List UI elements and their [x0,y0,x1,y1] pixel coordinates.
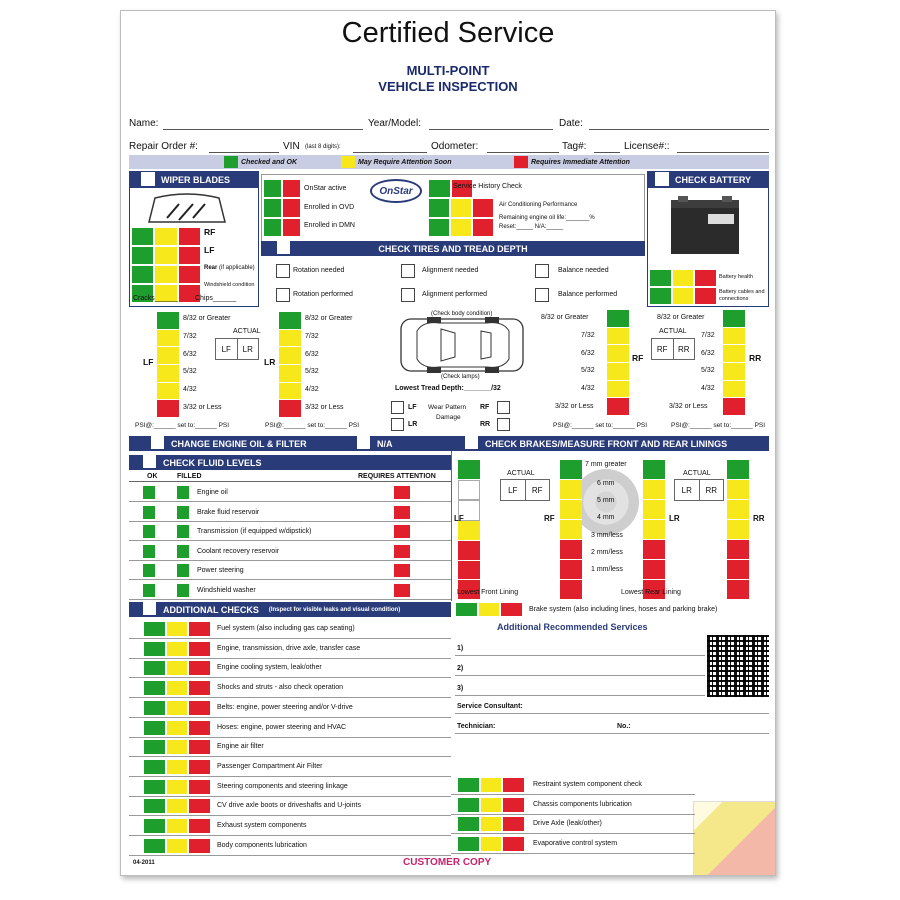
additional-check-row[interactable] [143,739,211,755]
tread-rr-d4: 4/32 [701,385,715,392]
tread-rr-d0: 8/32 or Greater [657,314,705,321]
vin-line[interactable] [353,152,427,153]
additional-check-label: Exhaust system components [217,822,307,829]
additional-note: (Inspect for visible leaks and visual condition) [268,606,401,613]
inspection-form-sheet [120,10,776,876]
additional-row-divider [129,717,451,718]
brake-lr-scale[interactable] [643,460,665,600]
wear-pattern: Wear Pattern [428,404,467,411]
tread-rf-scale[interactable] [607,310,629,416]
lowest-front: Lowest Front Lining [457,589,519,596]
balance-needed: Balance needed [558,267,609,274]
brakes-header [451,436,769,451]
onstar-rows [263,179,301,237]
wiper-title: WIPER BLADES [161,174,231,185]
rotation-needed-box[interactable] [276,264,290,278]
onstar-ovd: Enrolled in OVD [304,204,355,211]
wiper-lf: LF [204,245,215,255]
additional-check-row[interactable] [143,660,211,676]
additional-row-divider [129,855,451,856]
lowest-tread: Lowest Tread Depth:_______/32 [395,385,501,392]
legend-yellow-swatch [341,156,355,168]
tread-lr-d0: 8/32 or Greater [305,315,353,322]
brake-lf-label: LF [454,514,464,523]
tires-checkbox[interactable] [277,241,290,254]
oil-life: Remaining engine oil life:_______% [499,215,595,221]
alignment-performed: Alignment performed [422,291,487,298]
wear-rf: RF [480,404,490,411]
wiper-rf: RF [204,227,216,237]
rec-line-1: 1) [457,645,464,652]
brake-actual-right: ACTUAL [683,470,711,477]
tread-actual-left: ACTUAL [233,328,261,335]
tread-lf-label: LF [143,357,154,367]
alignment-needed: Alignment needed [422,267,479,274]
fluid-attention-box[interactable] [394,506,410,519]
wiper-cracks: Cracks______ [133,295,179,302]
additional-check-row[interactable] [143,621,211,637]
additional-checkbox[interactable] [143,602,156,615]
vin-label: VIN [283,141,300,152]
brake-actual-rr: RR [705,485,718,495]
tires-header [261,241,645,256]
fluid-row-divider [129,501,451,502]
additional-check-row[interactable] [143,641,211,657]
odometer-line[interactable] [487,152,559,153]
tires-title: CHECK TIRES AND TREAD DEPTH [378,243,528,254]
additional-check-label: Shocks and struts - also check operation [217,684,344,692]
technician-rule[interactable] [455,733,769,734]
brake-lf-scale[interactable] [458,460,480,600]
wiper-windshield: Windshield condition [204,282,255,288]
additional-header [129,602,451,617]
brakes-checkbox[interactable] [465,436,478,449]
wear-rf-box[interactable] [497,401,510,414]
tread-lf-d4: 4/32 [183,386,197,393]
right-check-row[interactable] [457,777,525,793]
tread-lr-scale[interactable] [279,312,301,418]
date-label: Date: [559,118,583,129]
onstar-logo: OnStar [370,179,422,203]
battery-title: CHECK BATTERY [675,174,751,185]
additional-check-label: Hoses: engine, power steering and HVAC [217,723,347,731]
actual-rf: RF [652,339,674,359]
fluid-ok-box[interactable] [143,584,155,597]
additional-check-label: Engine, transmission, drive axle, transfer case [217,644,361,652]
rec-line-3-rule[interactable] [455,695,705,696]
tread-lr-d1: 7/32 [305,333,319,340]
form-subtitle-1: MULTI-POINT [406,63,490,78]
fluid-item-label: Coolant recovery reservoir [197,547,280,555]
rec-line-2-rule[interactable] [455,675,705,676]
fluid-filled-box[interactable] [177,584,189,597]
fluid-ok-box[interactable] [143,564,155,577]
additional-row-divider [129,776,451,777]
fluid-filled-box[interactable] [177,564,189,577]
service-history: Service History Check [453,183,522,190]
oil-checkbox[interactable] [151,436,164,449]
rotation-performed-box[interactable] [276,288,290,302]
battery-cables: Battery cables and connections [719,289,765,302]
tread-lf-d3: 5/32 [183,368,197,375]
tag-line[interactable] [594,152,620,153]
brake-actual-lr: LR [675,480,700,500]
odometer-label: Odometer: [431,141,479,152]
actual-lf: LF [216,339,238,359]
wiper-row[interactable] [131,246,201,265]
legend-red-swatch [514,156,528,168]
wiper-rear: Rear [204,265,218,271]
additional-check-label: Belts: engine, power steering and/or V-drive [217,703,353,711]
brakes-title: CHECK BRAKES/MEASURE FRONT AND REAR LININGS [485,438,728,449]
carbon-copy-corner [693,801,776,876]
balance-needed-box[interactable] [535,264,549,278]
name-line[interactable] [163,129,363,130]
fluids-title: CHECK FLUID LEVELS [163,457,262,468]
wiper-row[interactable] [131,265,201,284]
fluids-checkbox[interactable] [143,455,156,468]
brake-m1: 6 mm [597,480,615,487]
wear-lf-box[interactable] [391,401,404,414]
additional-check-label: Fuel system (also including gas cap seating) [217,625,355,632]
tread-rf-d1: 7/32 [581,332,595,339]
fluid-row-divider [129,599,451,600]
fluid-item-label: Engine oil [197,489,228,496]
fluid-attention-box[interactable] [394,525,410,538]
tread-rf-d2: 6/32 [581,350,595,357]
body-condition: (Check body condition) [431,311,493,317]
tread-lf-d0: 8/32 or Greater [183,315,231,322]
fluids-requires-col: REQUIRES ATTENTION [358,473,436,480]
legend-ok: Checked and OK [241,159,298,166]
additional-check-row[interactable] [143,838,211,854]
brake-m2: 5 mm [597,497,615,504]
tread-lf-d1: 7/32 [183,333,197,340]
brake-actual-box-left[interactable] [500,479,550,501]
lowest-rear: Lowest Rear Lining [621,589,681,596]
right-check-label: Evaporative control system [533,840,618,848]
fluid-ok-box[interactable] [143,506,155,519]
additional-check-row[interactable] [143,818,211,834]
car-diagram-icon [399,317,525,373]
service-consultant: Service Consultant: [457,703,523,710]
additional-check-row[interactable] [143,720,211,736]
recommended-title: Additional Recommended Services [497,622,648,632]
tread-rf-psi: PSI@:______ set to:______ PSI [553,422,648,429]
brake-actual-box-right[interactable] [674,479,724,501]
brake-m4: 3 mm/less [591,532,623,539]
additional-check-row[interactable] [143,700,211,716]
brake-actual-rf: RF [531,485,543,495]
tread-rr-scale[interactable] [723,310,745,416]
brake-rf-scale[interactable] [560,460,582,600]
alignment-performed-box[interactable] [401,288,415,302]
additional-row-divider [129,835,451,836]
right-check-row[interactable] [457,836,525,852]
oil-header [129,436,451,451]
fluid-item-label: Brake fluid reservoir [197,508,260,516]
form-number: 04-2011 [133,860,155,866]
wear-lf: LF [408,404,417,411]
additional-check-row[interactable] [143,680,211,696]
fluids-filled-col: FILLED [177,473,202,480]
battery-row[interactable] [649,269,717,287]
tread-lr-label: LR [264,357,276,367]
additional-check-row[interactable] [143,798,211,814]
brake-m3: 4 mm [597,514,615,521]
tread-rr-psi: PSI@:______ set to:______ PSI [671,422,766,429]
rotation-needed: Rotation needed [293,267,345,274]
ac-performance: Air Conditioning Performance [499,202,578,208]
battery-row[interactable] [649,287,717,305]
right-row-divider [451,853,695,854]
tread-lr-psi: PSI@:______ set to:______ PSI [265,422,360,429]
additional-row-divider [129,796,451,797]
additional-row-divider [129,658,451,659]
fluid-filled-box[interactable] [177,525,189,538]
wiper-rows [131,227,201,303]
fluid-ok-box[interactable] [143,545,155,558]
legend-immediate: Requires Immediate Attention [531,159,630,166]
check-lamps: (Check lamps) [441,374,480,380]
date-line[interactable] [589,129,769,130]
battery-health: Battery health [719,274,753,280]
tread-actual-box-left[interactable] [215,338,259,360]
legend-green-swatch [224,156,238,168]
tread-rr-d5: 3/32 or Less [669,403,708,410]
tread-rr-d3: 5/32 [701,367,715,374]
qr-code-icon [707,635,769,697]
right-row-divider [451,814,695,815]
additional-check-label: Passenger Compartment Air Filter [217,762,323,770]
rec-line-3: 3) [457,685,464,692]
wiper-chips: Chips______ [195,295,237,302]
alignment-needed-box[interactable] [401,264,415,278]
additional-row-divider [129,677,451,678]
additional-row-divider [129,756,451,757]
fluid-filled-box[interactable] [177,545,189,558]
right-row-divider [451,833,695,834]
fluid-row-divider [129,521,451,522]
onstar-active: OnStar active [304,185,347,192]
rec-line-1-rule[interactable] [455,655,705,656]
tread-lf-psi: PSI@:______ set to:______ PSI [135,422,230,429]
brake-system-row[interactable] [455,602,523,617]
additional-row-divider [129,815,451,816]
fluid-ok-box[interactable] [143,486,155,499]
license-line[interactable] [677,152,769,153]
tread-actual-box-right[interactable] [651,338,695,360]
brake-m6: 1 mm/less [591,566,623,573]
tread-rf-d5: 3/32 or Less [555,403,594,410]
brake-system-label: Brake system (also including lines, hoses and parking brake) [529,606,718,613]
customer-copy: CUSTOMER COPY [403,857,492,868]
tread-lr-d4: 4/32 [305,386,319,393]
fluid-filled-box[interactable] [177,506,189,519]
rotation-performed: Rotation performed [293,291,353,298]
fluid-item-label: Windshield washer [197,587,256,594]
fluids-header [129,455,451,470]
year-model-line[interactable] [429,129,553,130]
wear-lr: LR [408,421,418,428]
brake-lr-label: LR [669,514,680,523]
damage: Damage [436,414,461,421]
brake-rr-scale[interactable] [727,460,749,600]
fluid-row-divider [129,560,451,561]
license-label: License#:: [624,141,670,152]
legend-attention: May Require Attention Soon [358,159,452,166]
additional-check-label: CV drive axle boots or driveshafts and U-joints [217,802,361,810]
consultant-rule[interactable] [455,713,769,714]
brake-rf-label: RF [544,514,555,523]
tread-actual-right: ACTUAL [659,328,687,335]
tread-lr-d3: 5/32 [305,368,319,375]
right-row-divider [451,794,695,795]
brake-rr-label: RR [753,514,765,523]
oil-reset: Reset:_____ N/A:_____ [499,224,564,230]
tread-rf-d0: 8/32 or Greater [541,314,589,321]
vin-note: (last 8 digits): [305,144,341,150]
brake-m0: 7 mm greater [585,461,627,468]
name-label: Name: [129,118,159,129]
fluid-attention-box[interactable] [394,486,410,499]
brake-m5: 2 mm/less [591,549,623,556]
battery-icon [668,194,742,258]
tread-rr-label: RR [749,353,762,363]
tread-rf-d3: 5/32 [581,367,595,374]
technician: Technician: [457,723,496,730]
fluid-item-label: Transmission (if equipped w/dipstick) [197,528,312,536]
fluids-ok-col: OK [147,473,158,480]
battery-rows [649,269,717,305]
repair-order-label: Repair Order #: [129,141,198,152]
wiper-checkbox[interactable] [141,172,155,186]
rec-line-2: 2) [457,665,464,672]
form-title: Certified Service [341,17,555,49]
actual-lr: LR [242,344,253,354]
tread-lf-d2: 6/32 [183,351,197,358]
additional-check-label: Engine air filter [217,743,264,751]
actual-rr: RR [677,344,690,354]
battery-checkbox[interactable] [655,172,669,186]
additional-check-label: Steering components and steering linkage [217,782,348,790]
tread-lr-d5: 3/32 or Less [305,404,344,411]
right-check-row[interactable] [457,797,525,813]
additional-row-divider [129,737,451,738]
onstar-dmn: Enrolled in DMN [304,222,355,229]
oil-na-checkbox[interactable] [357,436,370,449]
oil-na: N/A [377,439,393,449]
fluid-attention-box[interactable] [394,584,410,597]
tag-label: Tag#: [562,141,587,152]
form-subtitle-2: VEHICLE INSPECTION [378,79,518,94]
tread-lf-scale[interactable] [157,312,179,418]
tread-lr-d2: 6/32 [305,351,319,358]
additional-row-divider [129,638,451,639]
wiper-header [129,171,259,188]
oil-title: CHANGE ENGINE OIL & FILTER [171,438,307,449]
right-check-label: Chassis components lubrication [533,800,632,808]
brake-actual-left: ACTUAL [507,470,535,477]
additional-check-row[interactable] [143,779,211,795]
additional-check-label: Body components lubrication [217,841,307,849]
brake-divider [451,451,452,601]
fluid-row-divider [129,540,451,541]
brake-actual-lf: LF [501,480,526,500]
right-check-label: Restraint system component check [533,781,642,788]
tread-rr-d1: 7/32 [701,332,715,339]
balance-performed: Balance performed [558,291,618,298]
battery-header [647,171,769,188]
wear-rr-box[interactable] [497,418,510,431]
wear-lr-box[interactable] [391,418,404,431]
right-check-row[interactable] [457,816,525,832]
right-check-label: Drive Axle (leak/other) [533,820,602,828]
additional-title: ADDITIONAL CHECKS [163,604,259,615]
fluid-ok-box[interactable] [143,525,155,538]
wear-rr: RR [480,421,491,428]
tread-rr-d2: 6/32 [701,350,715,357]
balance-performed-box[interactable] [535,288,549,302]
fluid-attention-box[interactable] [394,564,410,577]
fluid-attention-box[interactable] [394,545,410,558]
additional-row-divider [129,697,451,698]
tech-no: No.: [617,723,631,730]
tread-lf-d5: 3/32 or Less [183,404,222,411]
fluid-row-divider [129,579,451,580]
wiper-row[interactable] [131,227,201,246]
tread-rf-d4: 4/32 [581,385,595,392]
fluid-filled-box[interactable] [177,486,189,499]
wiper-rear-note: (if applicable) [219,265,255,271]
year-model-label: Year/Model: [368,118,421,129]
additional-check-label: Engine cooling system, leak/other [217,664,322,672]
repair-order-line[interactable] [209,152,279,153]
windshield-icon [145,192,229,226]
tread-rf-label: RF [632,353,644,363]
fluid-item-label: Power steering [197,567,244,575]
additional-check-row[interactable] [143,759,211,775]
